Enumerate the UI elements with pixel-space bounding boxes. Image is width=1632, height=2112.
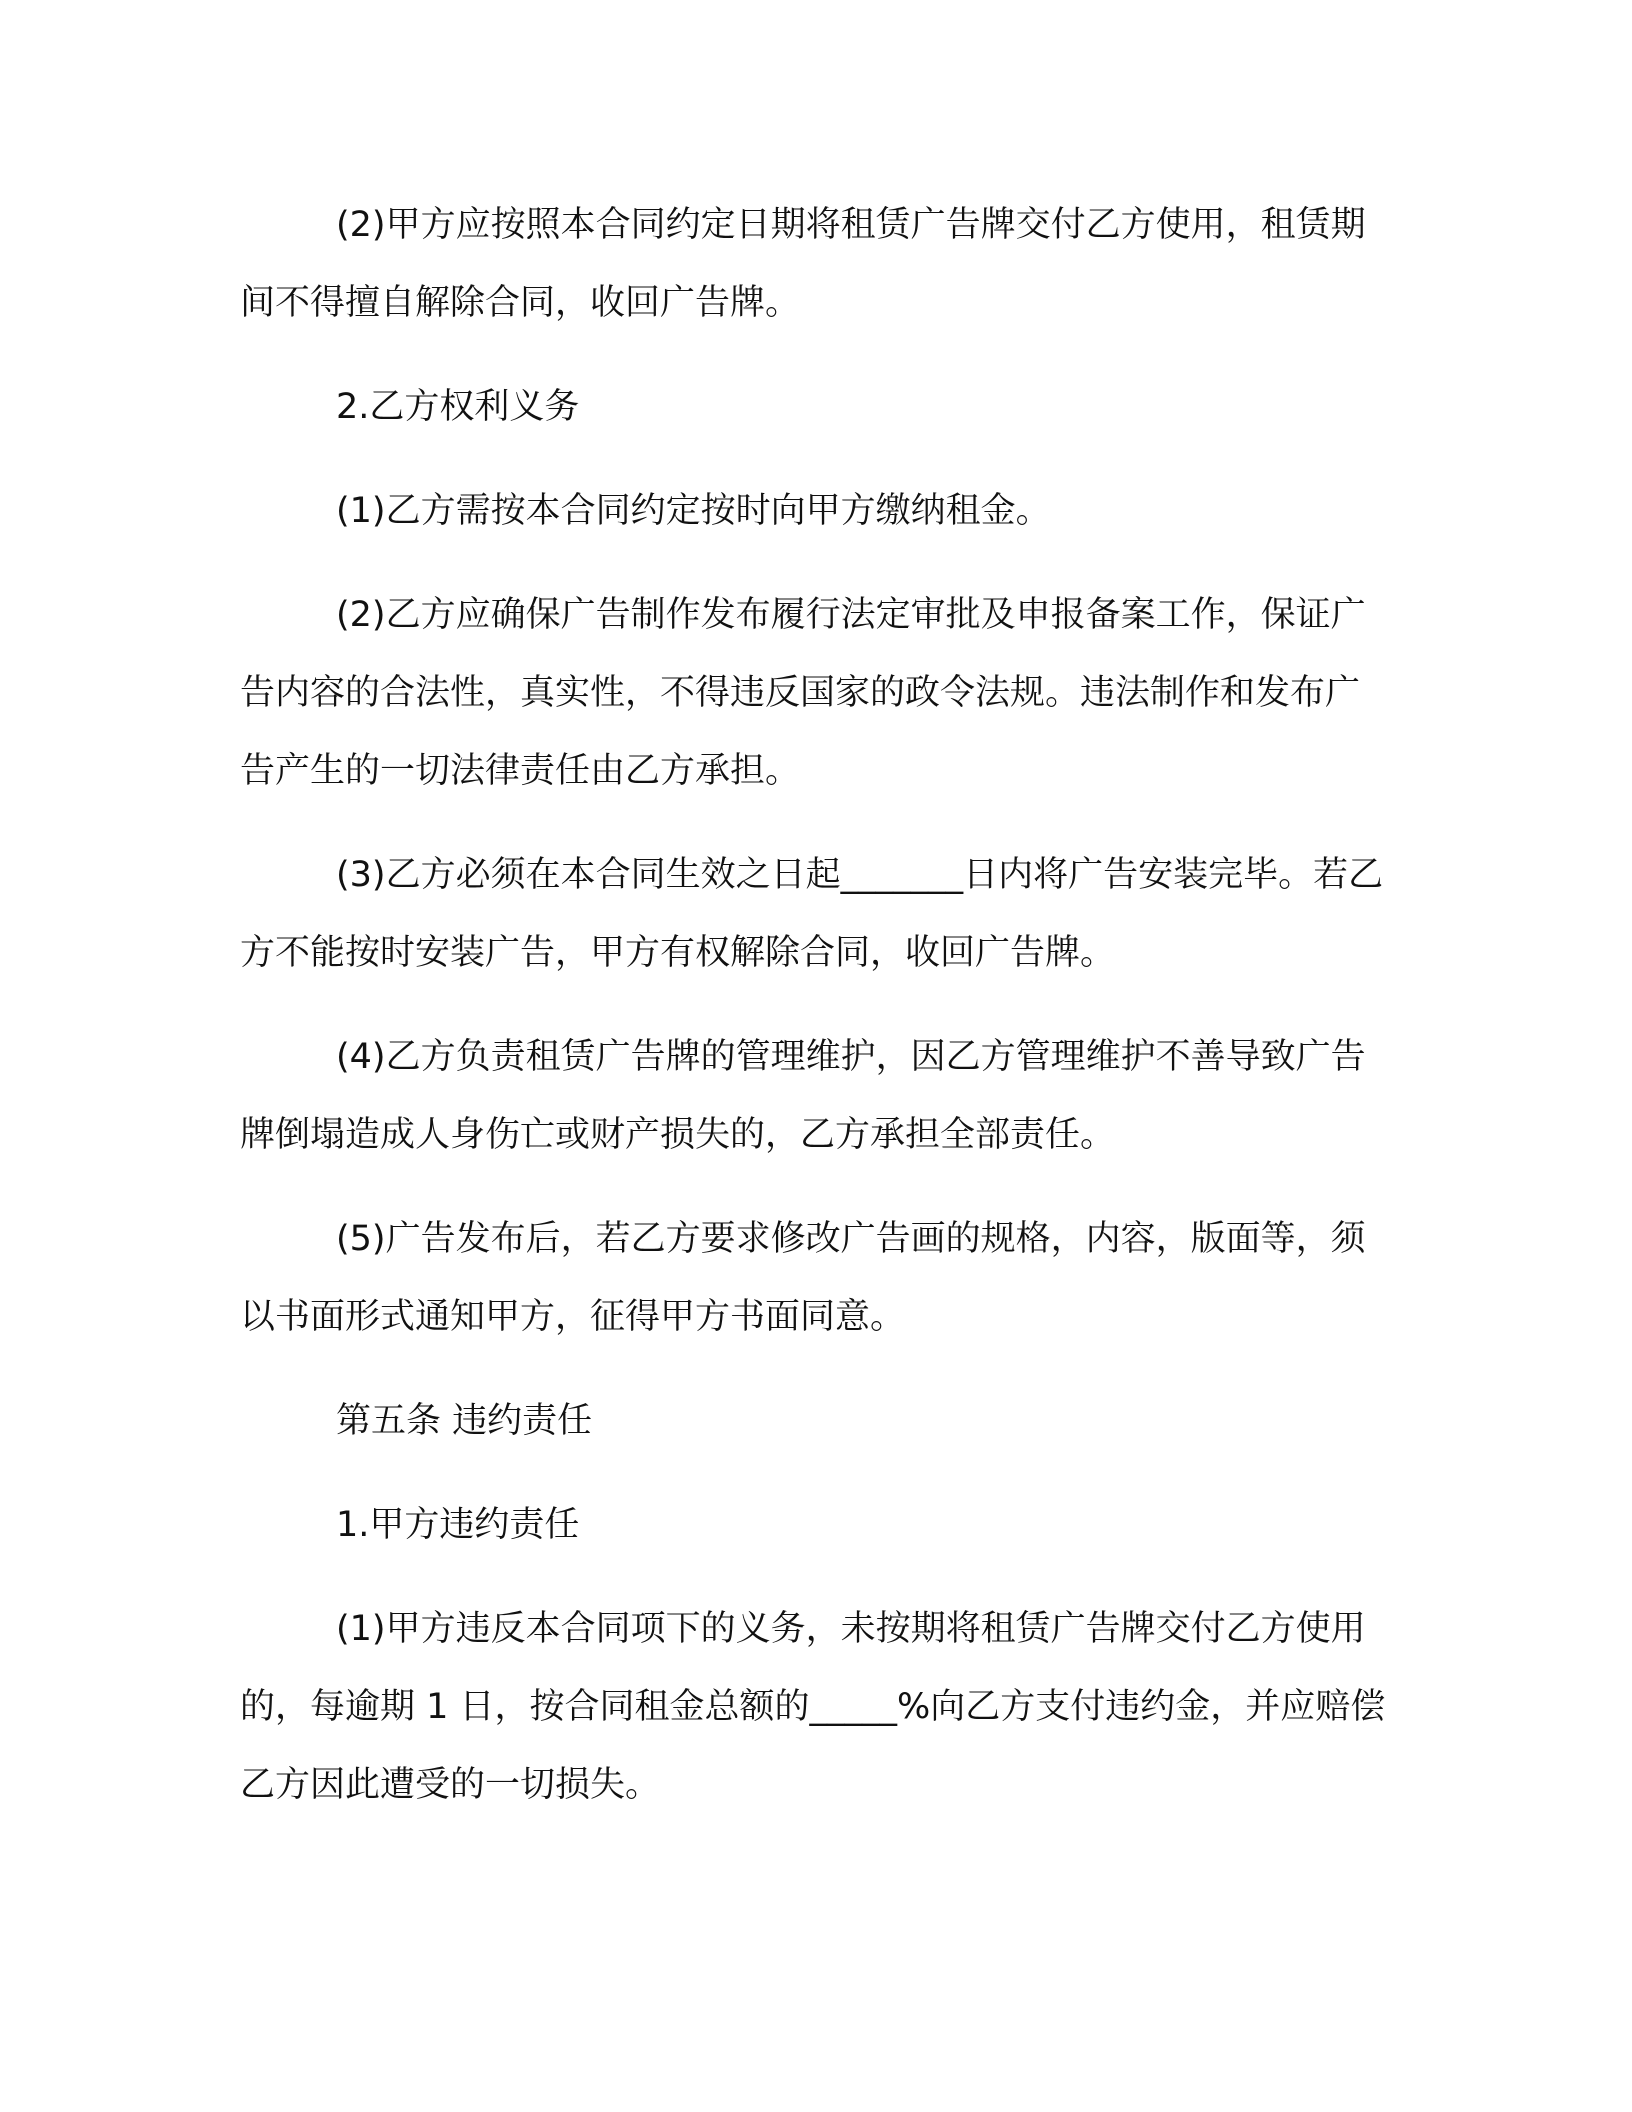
clause-paragraph: (2)甲方应按照本合同约定日期将租赁广告牌交付乙方使用，租赁期间不得擅自解除合同，收回广告牌。 xyxy=(240,205,1366,323)
section-heading: 1.甲方违约责任 xyxy=(336,1505,580,1545)
clause-paragraph: (2)乙方应确保广告制作发布履行法定审批及申报备案工作，保证广告内容的合法性，真实性，不得违反国家的政令法规。违法制作和发布广告产生的一切法律责任由乙方承担。 xyxy=(240,595,1366,791)
clause-paragraph: (3)乙方必须在本合同生效之日起_______日内将广告安装完毕。若乙方不能按时安装广告，甲方有权解除合同，收回广告牌。 xyxy=(240,855,1384,973)
section-heading: 2.乙方权利义务 xyxy=(336,387,580,427)
clause-paragraph: (4)乙方负责租赁广告牌的管理维护，因乙方管理维护不善导致广告牌倒塌造成人身伤亡或财产损失的，乙方承担全部责任。 xyxy=(240,1037,1366,1155)
clause-paragraph: (1)甲方违反本合同项下的义务，未按期将租赁广告牌交付乙方使用的，每逾期 1 日，按合同租金总额的_____%向乙方支付违约金，并应赔偿乙方因此遭受的一切损失。 xyxy=(240,1609,1386,1805)
document-body xyxy=(240,186,1390,1850)
clause-paragraph: (1)乙方需按本合同约定按时向甲方缴纳租金。 xyxy=(336,491,1051,531)
article-heading: 第五条 违约责任 xyxy=(336,1401,593,1441)
clause-paragraph: (5)广告发布后，若乙方要求修改广告画的规格，内容，版面等，须以书面形式通知甲方，征得甲方书面同意。 xyxy=(240,1219,1366,1337)
